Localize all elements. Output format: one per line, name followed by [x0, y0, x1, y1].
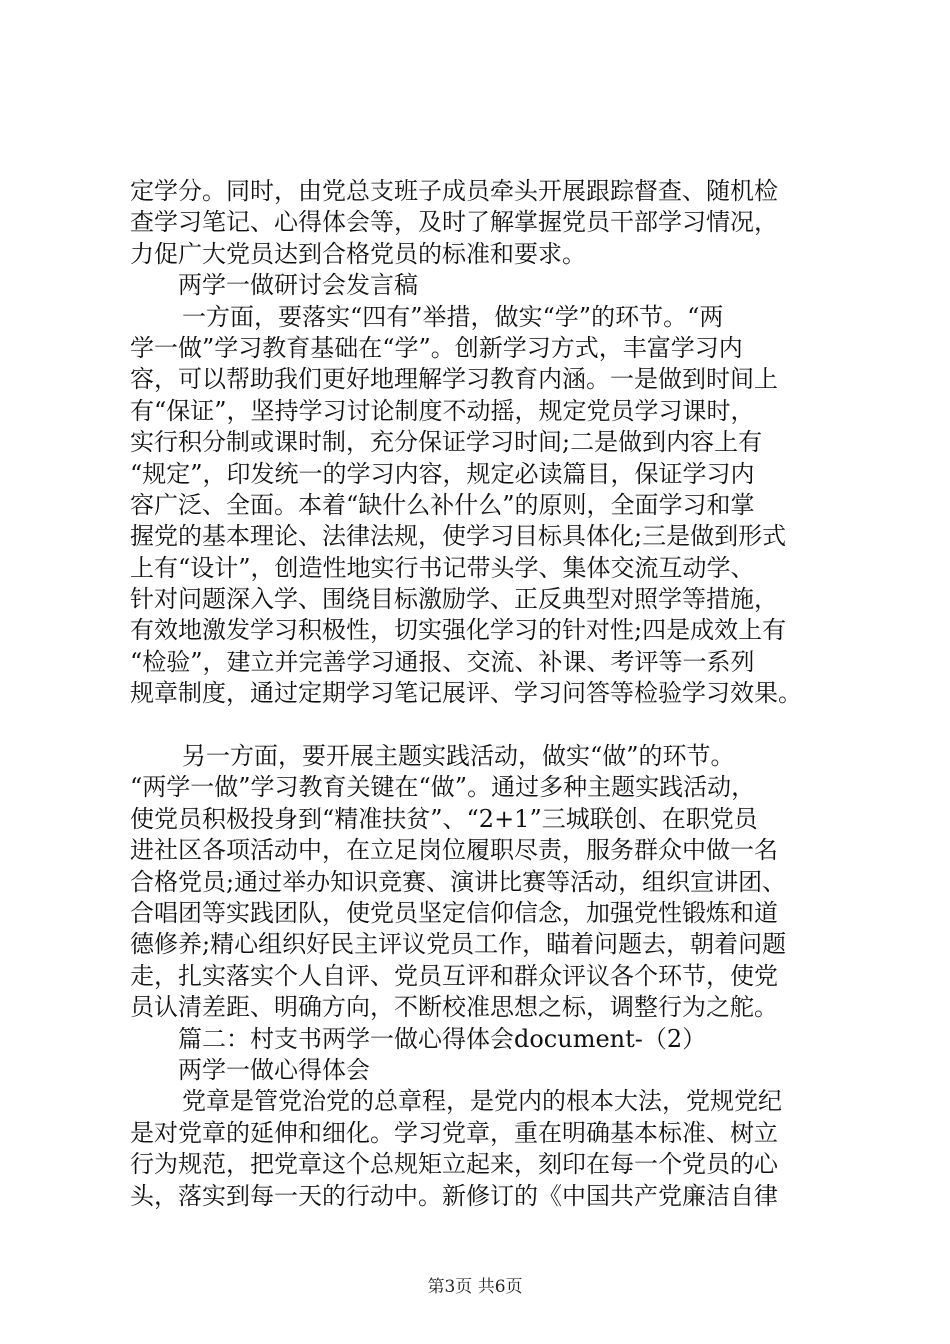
blank-line: [130, 710, 840, 741]
text-line: 进社区各项活动中，在立足岗位履职尽责，服务群众中做一名: [130, 836, 778, 865]
text-line: 员认清差距、明确方向，不断校准思想之标，调整行为之舵。: [130, 993, 778, 1022]
text-line: 力促广大党员达到合格党员的标准和要求。: [130, 239, 586, 268]
chapter-heading: 篇二：村支书两学一做心得体会document-（2）: [178, 1024, 707, 1053]
text-line: 容广泛、全面。本着“缺什么补什么”的原则，全面学习和掌: [130, 490, 755, 519]
paragraph-first-line: 另一方面，要开展主题实践活动，做实“做”的环节。: [182, 742, 735, 771]
text-line: 针对问题深入学、围绕目标激励学、正反典型对照学等措施，: [130, 585, 778, 614]
text-line: “检验”，建立并完善学习通报、交流、补课、考评等一系列: [130, 647, 755, 676]
text-line: 走，扎实落实个人自评、党员互评和群众评议各个环节，使党: [130, 961, 778, 990]
text-line: “规定”，印发统一的学习内容，规定必读篇目，保证学习内: [130, 459, 755, 488]
text-line: 学一做”学习教育基础在“学”。创新学习方式，丰富学习内: [130, 333, 743, 362]
paragraph-first-line: 一方面，要落实“四有”举措，做实“学”的环节。“两: [182, 302, 724, 331]
text-line: 查学习笔记、心得体会等，及时了解掌握党员干部学习情况，: [130, 208, 778, 237]
section-heading: 两学一做心得体会: [178, 1055, 370, 1084]
text-line: 合唱团等实践团队，使党员坚定信仰信念，加强党性锻炼和道: [130, 898, 778, 927]
text-line: “两学一做”学习教育关键在“做”。通过多种主题实践活动，: [130, 773, 756, 802]
text-line: 容，可以帮助我们更好地理解学习教育内涵。一是做到时间上: [130, 365, 778, 394]
text-line: 握党的基本理论、法律法规，使学习目标具体化;三是做到形式: [130, 522, 787, 551]
section-heading: 两学一做研讨会发言稿: [178, 271, 418, 300]
text-line: 上有“设计”，创造性地实行书记带头学、集体交流互动学、: [130, 553, 755, 582]
page-number-footer: 第3页 共6页: [427, 1277, 523, 1297]
document-body: [130, 176, 840, 1212]
text-line: 有“保证”，坚持学习讨论制度不动摇，规定党员学习课时，: [130, 396, 755, 425]
text-line: 实行积分制或课时制，充分保证学习时间;二是做到内容上有: [130, 428, 763, 457]
text-line: 德修养;精心组织好民主评议党员工作，瞄着问题去，朝着问题: [130, 930, 787, 959]
text-line: 定学分。同时，由党总支班子成员牵头开展跟踪督查、随机检: [130, 177, 778, 205]
text-line: 是对党章的延伸和细化。学习党章，重在明确基本标准、树立: [130, 1118, 778, 1147]
text-line: 规章制度，通过定期学习笔记展评、学习问答等检验学习效果。: [130, 679, 802, 708]
text-line: 使党员积极投身到“精准扶贫”、“2+1”三城联创、在职党员: [130, 804, 758, 833]
text-line: 行为规范，把党章这个总规矩立起来，刻印在每一个党员的心: [130, 1150, 778, 1179]
text-line: 合格党员;通过举办知识竞赛、演讲比赛等活动，组织宣讲团、: [130, 867, 787, 896]
text-line: 头，落实到每一天的行动中。新修订的《中国共产党廉洁自律: [130, 1181, 778, 1210]
text-line: 有效地激发学习积极性，切实强化学习的针对性;四是成效上有: [130, 616, 787, 645]
paragraph-first-line: 党章是管党治党的总章程，是党内的根本大法，党规党纪: [182, 1087, 782, 1116]
